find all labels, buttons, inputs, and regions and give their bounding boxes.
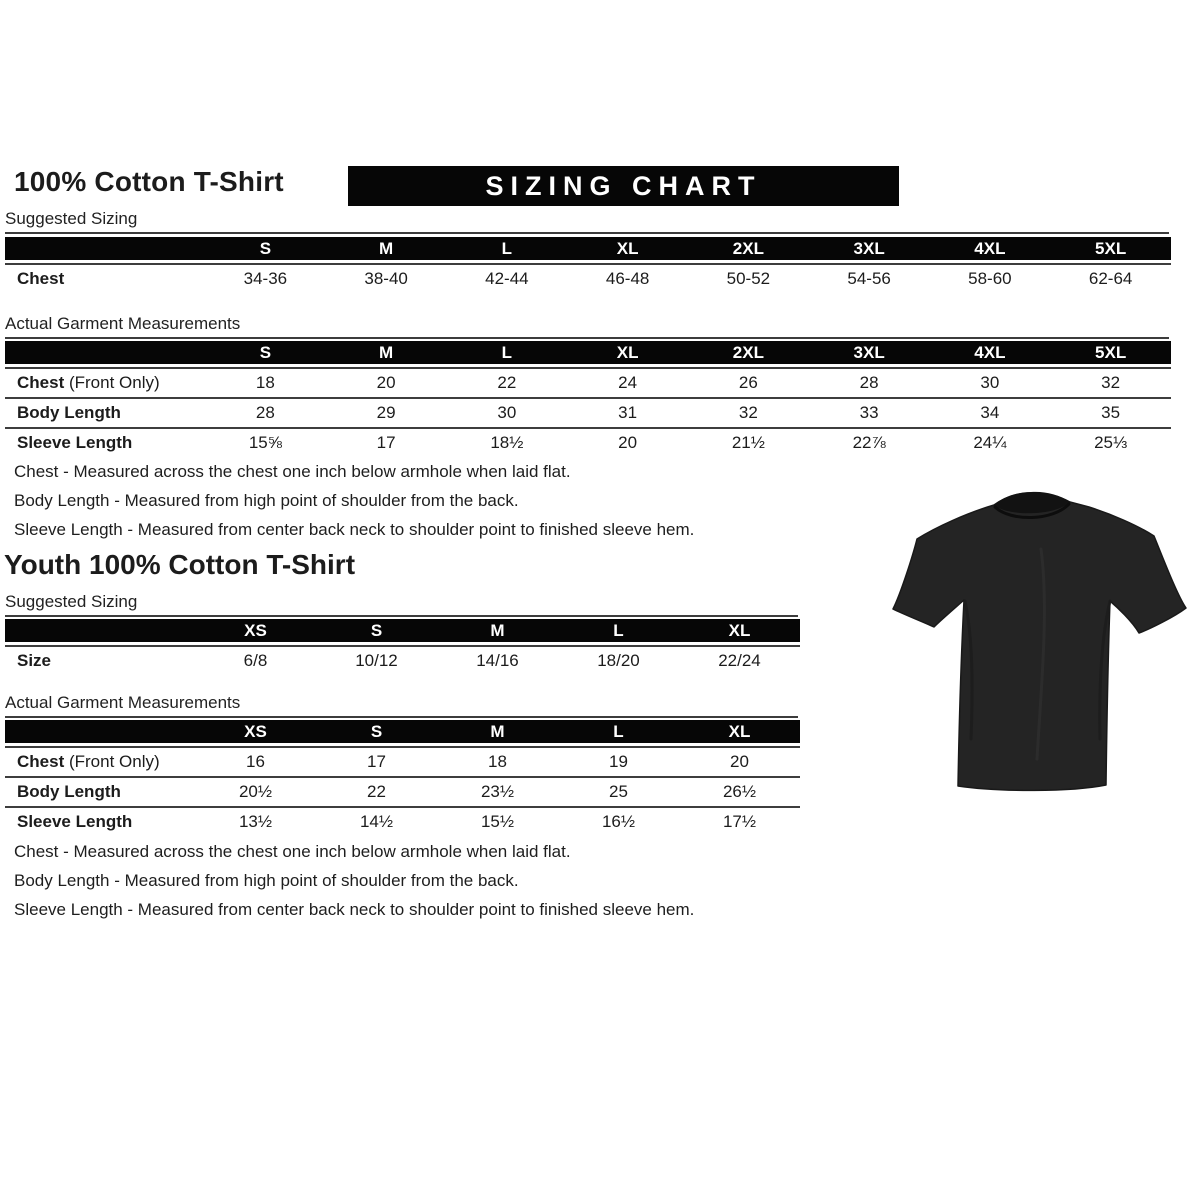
cell: 30 xyxy=(447,397,568,427)
size-header: 3XL xyxy=(809,237,930,263)
row-label: Sleeve Length xyxy=(5,806,195,836)
size-header: M xyxy=(326,341,447,367)
size-header: S xyxy=(316,619,437,645)
cell: 38-40 xyxy=(326,263,447,293)
cell: 16 xyxy=(195,746,316,776)
row-label: Chest (Front Only) xyxy=(5,746,195,776)
youth-section-title: Youth 100% Cotton T-Shirt xyxy=(4,549,356,580)
cell: 26½ xyxy=(679,776,800,806)
cell: 46-48 xyxy=(567,263,688,293)
cell: 17½ xyxy=(679,806,800,836)
size-header: 5XL xyxy=(1050,237,1171,263)
cell: 54-56 xyxy=(809,263,930,293)
cell: 32 xyxy=(688,397,809,427)
table-row xyxy=(5,427,1171,457)
cell: 18 xyxy=(437,746,558,776)
adult-suggested-header-row xyxy=(5,237,1171,263)
cell: 35 xyxy=(1050,397,1171,427)
cell: 34 xyxy=(930,397,1051,427)
size-header: L xyxy=(558,720,679,746)
cell: 10/12 xyxy=(316,645,437,675)
note-sleeve-length: Sleeve Length - Measured from center back neck to shoulder point to finished sleeve hem. xyxy=(14,520,695,539)
note-body-length: Body Length - Measured from high point of shoulder from the back. xyxy=(14,871,519,890)
size-header: XL xyxy=(567,341,688,367)
row-label: Sleeve Length xyxy=(5,427,205,457)
sizing-chart-banner: SIZING CHART xyxy=(348,166,899,206)
cell: 31 xyxy=(567,397,688,427)
cell: 29 xyxy=(326,397,447,427)
cell: 23½ xyxy=(437,776,558,806)
row-label: Body Length xyxy=(5,397,205,427)
youth-suggested-header-row xyxy=(5,619,800,645)
table-row xyxy=(5,746,800,776)
size-header: 2XL xyxy=(688,237,809,263)
cell: 13½ xyxy=(195,806,316,836)
size-header: L xyxy=(447,341,568,367)
size-header: S xyxy=(205,341,326,367)
cell: 50-52 xyxy=(688,263,809,293)
size-header: XL xyxy=(567,237,688,263)
youth-measurement-notes xyxy=(14,842,694,929)
size-header: 4XL xyxy=(930,341,1051,367)
size-header: XS xyxy=(195,720,316,746)
size-header: 4XL xyxy=(930,237,1051,263)
cell: 14½ xyxy=(316,806,437,836)
cell: 6/8 xyxy=(195,645,316,675)
row-label: Chest xyxy=(5,263,205,293)
header-spacer xyxy=(5,720,195,746)
youth-actual-measurements-table xyxy=(5,720,800,836)
adult-suggested-sizing-table xyxy=(5,237,1171,293)
size-header: M xyxy=(437,619,558,645)
cell: 22 xyxy=(447,367,568,397)
table-row xyxy=(5,806,800,836)
cell: 21½ xyxy=(688,427,809,457)
cell: 33 xyxy=(809,397,930,427)
header-spacer xyxy=(5,237,205,263)
cell: 42-44 xyxy=(447,263,568,293)
cell: 15⅝ xyxy=(205,427,326,457)
note-chest: Chest - Measured across the chest one inch below armhole when laid flat. xyxy=(14,462,571,481)
adult-measurement-notes xyxy=(14,462,694,549)
size-header: L xyxy=(558,619,679,645)
row-label: Chest (Front Only) xyxy=(5,367,205,397)
adult-suggested-sizing-label: Suggested Sizing xyxy=(5,209,1169,234)
cell: 20½ xyxy=(195,776,316,806)
cell: 18 xyxy=(205,367,326,397)
note-sleeve-length: Sleeve Length - Measured from center back neck to shoulder point to finished sleeve hem. xyxy=(14,900,695,919)
cell: 24¼ xyxy=(930,427,1051,457)
cell: 14/16 xyxy=(437,645,558,675)
cell: 17 xyxy=(326,427,447,457)
youth-suggested-sizing-label: Suggested Sizing xyxy=(5,592,798,617)
cell: 18½ xyxy=(447,427,568,457)
youth-actual-header-row xyxy=(5,720,800,746)
size-header: 3XL xyxy=(809,341,930,367)
cell: 26 xyxy=(688,367,809,397)
adult-actual-header-row xyxy=(5,341,1171,367)
cell: 20 xyxy=(567,427,688,457)
cell: 22/24 xyxy=(679,645,800,675)
size-header: S xyxy=(316,720,437,746)
cell: 58-60 xyxy=(930,263,1051,293)
cell: 24 xyxy=(567,367,688,397)
table-row xyxy=(5,263,1171,293)
size-header: 2XL xyxy=(688,341,809,367)
cell: 22 xyxy=(316,776,437,806)
header-spacer xyxy=(5,619,195,645)
cell: 62-64 xyxy=(1050,263,1171,293)
header-spacer xyxy=(5,341,205,367)
cell: 16½ xyxy=(558,806,679,836)
table-row xyxy=(5,367,1171,397)
size-header: M xyxy=(437,720,558,746)
table-row xyxy=(5,645,800,675)
size-header: S xyxy=(205,237,326,263)
cell: 19 xyxy=(558,746,679,776)
cell: 28 xyxy=(809,367,930,397)
cell: 25⅓ xyxy=(1050,427,1171,457)
size-header: XL xyxy=(679,720,800,746)
youth-suggested-sizing-table xyxy=(5,619,800,675)
adult-actual-measurements-label: Actual Garment Measurements xyxy=(5,314,1169,339)
row-label: Body Length xyxy=(5,776,195,806)
size-header: M xyxy=(326,237,447,263)
note-chest: Chest - Measured across the chest one inch below armhole when laid flat. xyxy=(14,842,571,861)
cell: 20 xyxy=(326,367,447,397)
size-header: L xyxy=(447,237,568,263)
cell: 32 xyxy=(1050,367,1171,397)
size-header: 5XL xyxy=(1050,341,1171,367)
cell: 17 xyxy=(316,746,437,776)
cell: 25 xyxy=(558,776,679,806)
page-title: 100% Cotton T-Shirt xyxy=(14,166,284,197)
row-label: Size xyxy=(5,645,195,675)
cell: 20 xyxy=(679,746,800,776)
size-header: XS xyxy=(195,619,316,645)
cell: 15½ xyxy=(437,806,558,836)
size-header: XL xyxy=(679,619,800,645)
note-body-length: Body Length - Measured from high point of shoulder from the back. xyxy=(14,491,519,510)
youth-actual-measurements-label: Actual Garment Measurements xyxy=(5,693,798,718)
table-row xyxy=(5,397,1171,427)
cell: 30 xyxy=(930,367,1051,397)
cell: 28 xyxy=(205,397,326,427)
cell: 22⅞ xyxy=(809,427,930,457)
table-row xyxy=(5,776,800,806)
cell: 18/20 xyxy=(558,645,679,675)
black-tshirt-image xyxy=(891,489,1189,804)
cell: 34-36 xyxy=(205,263,326,293)
adult-actual-measurements-table xyxy=(5,341,1171,457)
